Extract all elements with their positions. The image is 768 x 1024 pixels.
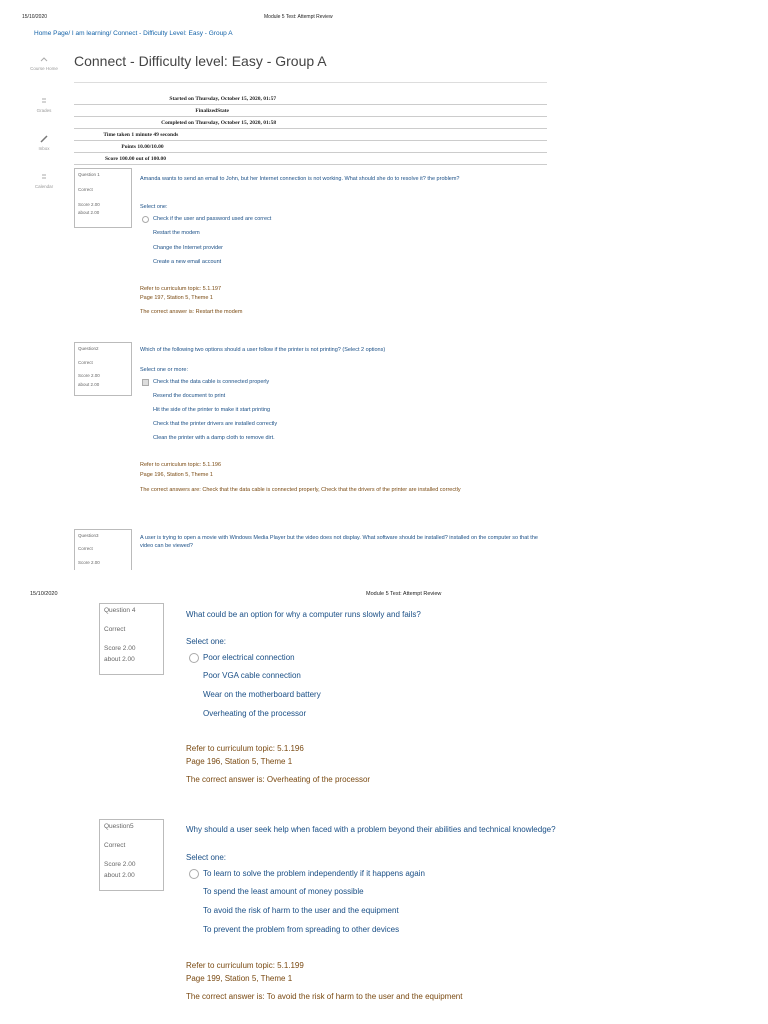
grades-icon — [39, 96, 49, 106]
question-number: Question 4 — [104, 607, 136, 614]
nav-inbox[interactable] — [24, 134, 64, 151]
question-number: Question 1 — [78, 172, 100, 177]
breadcrumb[interactable]: Home Page/ I am learning/ Connect - Difficulty Level: Easy - Group A — [34, 30, 233, 37]
question-text: What could be an option for why a computer runs slowly and fails? — [186, 610, 421, 619]
option[interactable]: To prevent the problem from spreading to other devices — [203, 925, 400, 934]
question-status: Correct — [78, 360, 93, 365]
feedback-refer: Refer to curriculum topic: 5.1.199 — [186, 961, 304, 970]
summary-row-started — [74, 94, 547, 105]
summary-value: Thursday, October 15, 2020, 01:58 — [195, 120, 277, 126]
feedback-page: Page 199, Station 5, Theme 1 — [186, 974, 293, 983]
option-checkbox[interactable] — [142, 379, 149, 386]
option[interactable]: Check that the printer drivers are installed correctly — [153, 421, 278, 427]
chevron-up-icon — [39, 54, 49, 64]
feedback-page: Page 197, Station 5, Theme 1 — [140, 295, 213, 301]
nav-label: Inbox — [38, 146, 50, 151]
page-date: 15/10/2020 — [30, 591, 58, 597]
option[interactable]: Change the Internet provider — [153, 245, 224, 251]
nav-course-home[interactable] — [24, 54, 64, 71]
calendar-icon — [39, 172, 49, 182]
option[interactable]: To avoid the risk of harm to the user and the equipment — [203, 906, 399, 915]
question-status: Correct — [78, 187, 93, 192]
question-text: Amanda wants to send an email to John, but her Internet connection is not working. What should she do to resolve it? the problem? — [140, 176, 460, 182]
question-max: about 2.00 — [104, 656, 135, 663]
option[interactable]: Restart the modem — [153, 230, 200, 236]
page-title: Connect - Difficulty level: Easy - Group A — [74, 53, 327, 69]
summary-value: Thursday, October 15, 2020, 01:57 — [195, 96, 277, 102]
question-number: Question5 — [104, 823, 134, 830]
page-date: 15/10/2020 — [22, 14, 48, 20]
question-text: Which of the following two options should a user follow if the printer is not printing? (Select 2 options) — [140, 347, 386, 353]
summary-label: Score — [104, 156, 118, 162]
option-radio[interactable] — [189, 653, 199, 663]
feedback-page: Page 196, Station 5, Theme 1 — [140, 472, 213, 478]
summary-row-completed — [74, 118, 547, 129]
summary-row-state — [74, 106, 547, 117]
summary-value: 10.00/10.00 — [137, 144, 164, 150]
question-max: about 2.00 — [104, 872, 135, 879]
feedback-refer: Refer to curriculum topic: 5.1.196 — [186, 744, 304, 753]
question-number: Question2 — [78, 346, 99, 351]
feedback-answer: The correct answer is: Overheating of the processor — [186, 775, 371, 784]
pencil-icon — [39, 134, 49, 144]
feedback-refer: Refer to curriculum topic: 5.1.196 — [140, 462, 222, 468]
question-text: A user is trying to open a movie with Windows Media Player but the video does not display. What software should be installed? installed on the computer so that the video can be viewed? — [140, 535, 538, 549]
option[interactable]: Check if the user and password used are correct — [153, 216, 272, 222]
feedback-answer: The correct answers are: Check that the data cable is connected properly, Check that the drivers of the printer are installed correctly — [140, 487, 461, 493]
option[interactable]: Clean the printer with a damp cloth to remove dirt. — [153, 435, 275, 441]
nav-label: Course Home — [30, 66, 58, 71]
option[interactable]: Poor VGA cable connection — [203, 671, 301, 680]
question-score: Score 2.00 — [78, 560, 100, 565]
question-info-box — [74, 529, 132, 570]
page-doc-title: Module 5 Test: Attempt Review — [366, 591, 442, 597]
feedback-answer: The correct answer is: Restart the modem — [140, 309, 243, 315]
nav-label: Calendar — [34, 184, 54, 189]
option[interactable]: Hit the side of the printer to make it start printing — [153, 407, 271, 413]
question-score: Score 2.00 — [104, 861, 136, 868]
option[interactable]: Wear on the motherboard battery — [203, 690, 321, 699]
nav-calendar[interactable] — [24, 172, 64, 189]
summary-value: 1 minute 49 seconds — [131, 132, 179, 138]
select-label: Select one: — [186, 637, 227, 646]
option[interactable]: To learn to solve the problem independently if it happens again — [203, 869, 425, 878]
question-number: Question3 — [78, 533, 99, 538]
question-max: about 2.00 — [78, 210, 100, 215]
question-info-box — [74, 342, 132, 396]
question-info-box — [99, 819, 164, 891]
option[interactable]: Create a new email account — [153, 259, 222, 265]
feedback-page: Page 196, Station 5, Theme 1 — [186, 757, 293, 766]
select-label: Select one: — [186, 853, 227, 862]
select-label: Select one or more: — [140, 367, 188, 373]
feedback-answer: The correct answer is: To avoid the risk of harm to the user and the equipment — [186, 992, 463, 1001]
question-text: Why should a user seek help when faced with a problem beyond their abilities and technical knowledge? — [186, 825, 556, 834]
question-score: Score 2.00 — [78, 202, 100, 207]
question-status: Correct — [78, 546, 93, 551]
question-info-box — [74, 168, 132, 228]
question-status: Correct — [104, 842, 126, 849]
feedback-refer: Refer to curriculum topic: 5.1.197 — [140, 286, 222, 292]
page-doc-title: Module 5 Test: Attempt Review — [264, 14, 333, 20]
summary-label: Started on — [169, 96, 194, 102]
summary-row-time — [74, 130, 547, 141]
option-radio[interactable] — [142, 216, 149, 223]
question-info-box — [99, 603, 164, 675]
option-radio[interactable] — [189, 869, 199, 879]
option[interactable]: To spend the least amount of money possible — [203, 887, 364, 896]
option[interactable]: Resend the document to print — [153, 393, 226, 399]
nav-label: Grades — [36, 108, 52, 113]
select-label: Select one: — [140, 204, 168, 210]
option[interactable]: Overheating of the processor — [203, 709, 307, 718]
summary-row-score — [74, 154, 547, 165]
question-score: Score 2.00 — [78, 373, 100, 378]
summary-label: Completed on — [161, 120, 194, 126]
question-score: Score 2.00 — [104, 645, 136, 652]
option[interactable]: Check that the data cable is connected properly — [153, 379, 270, 385]
option[interactable]: Poor electrical connection — [203, 653, 295, 662]
divider — [74, 82, 547, 83]
question-max: about 2.00 — [78, 382, 100, 387]
summary-value: FinalizedState — [195, 108, 229, 114]
summary-label: Time taken — [103, 132, 130, 138]
question-status: Correct — [104, 626, 126, 633]
summary-value: 100.00 out of 100.00 — [119, 156, 166, 162]
nav-grades[interactable] — [24, 96, 64, 113]
summary-row-points — [74, 142, 547, 153]
summary-label: Points — [121, 144, 136, 150]
